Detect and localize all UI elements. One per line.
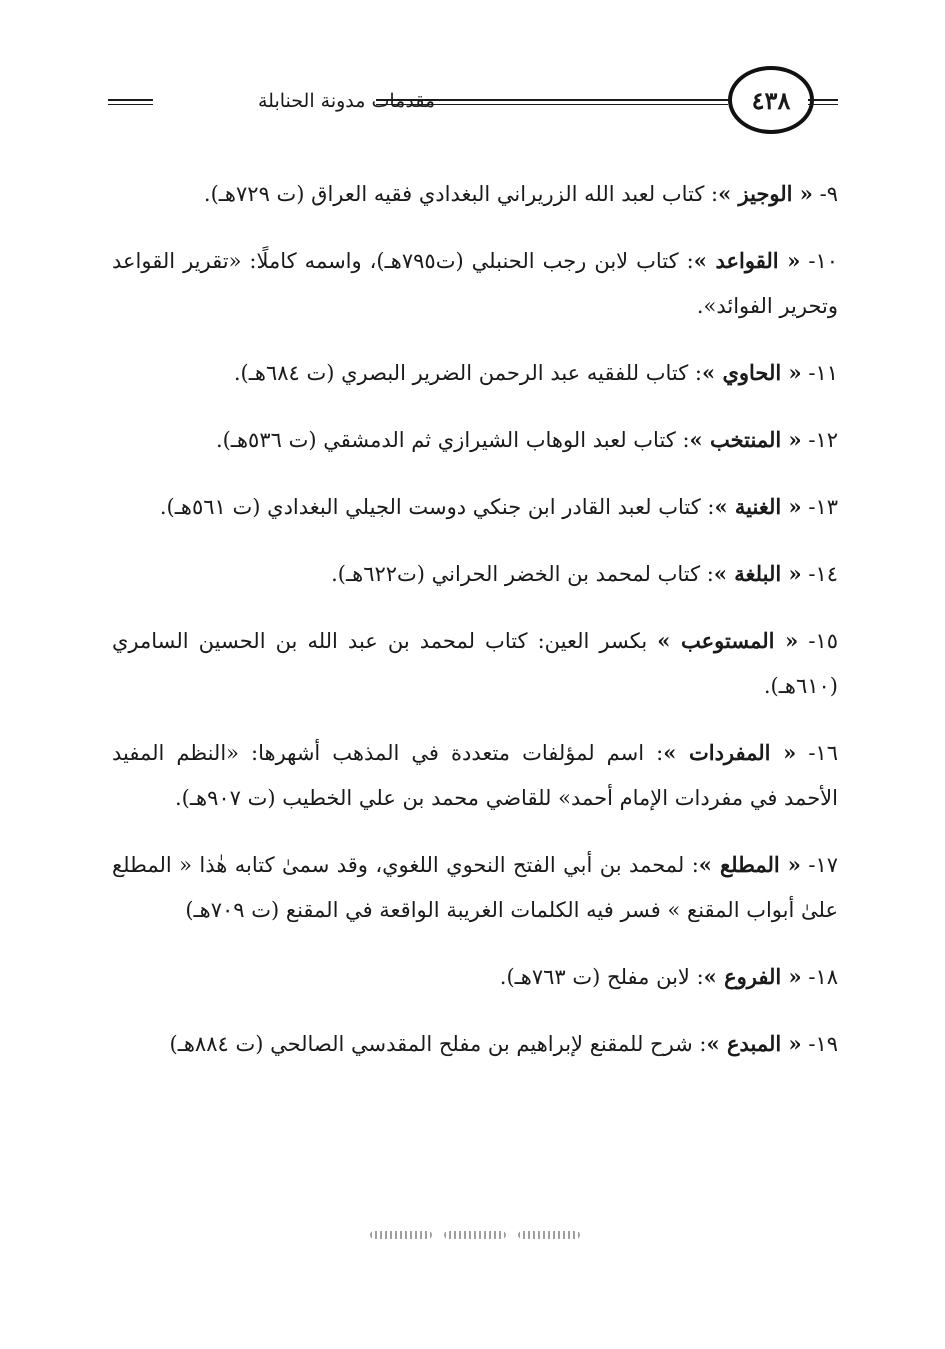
list-item bbox=[112, 238, 838, 329]
entry-title: « القواعد » bbox=[693, 248, 801, 273]
list-item bbox=[112, 1021, 838, 1067]
entry-text: : اسم لمؤلفات متعددة في المذهب أشهرها: «النظم المفيد الأحمد في مفردات الإمام أحمد» للقاضي محمد بن علي الخطيب (ت ٩٠٧هـ). bbox=[112, 741, 838, 810]
list-item bbox=[112, 171, 838, 217]
list-item bbox=[112, 842, 838, 933]
entry-list bbox=[112, 150, 838, 1072]
closing-ornament bbox=[370, 1228, 580, 1242]
entry-text: : شرح للمقنع لإبراهيم بن مفلح المقدسي الصالحي (ت ٨٨٤هـ) bbox=[169, 1032, 707, 1056]
entry-number: ١٩- bbox=[801, 1032, 838, 1056]
entry-title: « الغنية » bbox=[714, 494, 802, 519]
entry-number: ١٥- bbox=[798, 629, 838, 653]
page-number: ٤٣٨ bbox=[728, 66, 814, 134]
entry-title: « الوجيز » bbox=[718, 181, 813, 206]
entry-text: : كتاب لعبد القادر ابن جنكي دوست الجيلي البغدادي (ت ٥٦١هـ). bbox=[159, 495, 715, 519]
list-item bbox=[112, 484, 838, 530]
entry-title: « المفردات » bbox=[663, 740, 797, 765]
entry-text: : كتاب للفقيه عبد الرحمن الضرير البصري (ت ٦٨٤هـ). bbox=[233, 361, 703, 385]
entry-title: « البلغة » bbox=[713, 561, 802, 586]
list-item bbox=[112, 350, 838, 396]
entry-number: ٩- bbox=[812, 182, 838, 206]
entry-title: « المنتخب » bbox=[689, 427, 802, 452]
entry-number: ١٣- bbox=[801, 495, 838, 519]
entry-text: : كتاب لابن رجب الحنبلي (ت٧٩٥هـ)، واسمه كاملًا: «تقرير القواعد وتحرير الفوائد». bbox=[112, 249, 838, 318]
header-rule-left bbox=[108, 99, 153, 105]
entry-text: : لمحمد بن أبي الفتح النحوي اللغوي، وقد سمىٰ كتابه هٰذا « المطلع علىٰ أبواب المقنع » فسر فيه الكلمات الغريبة الواقعة في المقنع (ت ٧٠٩هـ) bbox=[112, 853, 838, 922]
entry-number: ١١- bbox=[801, 361, 838, 385]
entry-title: « المطلع » bbox=[698, 852, 801, 877]
entry-number: ١٤- bbox=[801, 562, 838, 586]
entry-text: : كتاب لمحمد بن الخضر الحراني (ت٦٢٢هـ). bbox=[331, 562, 714, 586]
running-title: مقدمات مدونة الحنابلة bbox=[258, 90, 436, 112]
list-item bbox=[112, 417, 838, 463]
header-rule-middle bbox=[376, 99, 728, 105]
entry-number: ١٨- bbox=[801, 965, 838, 989]
header-rule-right bbox=[808, 99, 838, 105]
entry-text: بكسر العين: كتاب لمحمد بن عبد الله بن الحسين السامري (٦١٠هـ). bbox=[112, 629, 838, 698]
page-header bbox=[108, 62, 838, 138]
entry-title: « الحاوي » bbox=[702, 360, 802, 385]
list-item bbox=[112, 730, 838, 821]
entry-number: ١٧- bbox=[800, 853, 838, 877]
list-item bbox=[112, 551, 838, 597]
entry-text: : كتاب لعبد الله الزريراني البغدادي فقيه العراق (ت ٧٢٩هـ). bbox=[203, 182, 719, 206]
entry-text: : كتاب لعبد الوهاب الشيرازي ثم الدمشقي (ت ٥٣٦هـ). bbox=[215, 428, 690, 452]
list-item bbox=[112, 618, 838, 709]
entry-number: ١٦- bbox=[796, 741, 838, 765]
entry-title: « المبدع » bbox=[706, 1031, 802, 1056]
entry-number: ١٢- bbox=[801, 428, 838, 452]
ornament-piece bbox=[370, 1231, 432, 1239]
ornament-piece bbox=[444, 1231, 506, 1239]
entry-number: ١٠- bbox=[800, 249, 839, 273]
entry-title: « المستوعب » bbox=[657, 628, 799, 653]
list-item bbox=[112, 954, 838, 1000]
ornament-piece bbox=[518, 1231, 580, 1239]
entry-text: : لابن مفلح (ت ٧٦٣هـ). bbox=[499, 965, 704, 989]
entry-title: « الفروع » bbox=[703, 964, 802, 989]
